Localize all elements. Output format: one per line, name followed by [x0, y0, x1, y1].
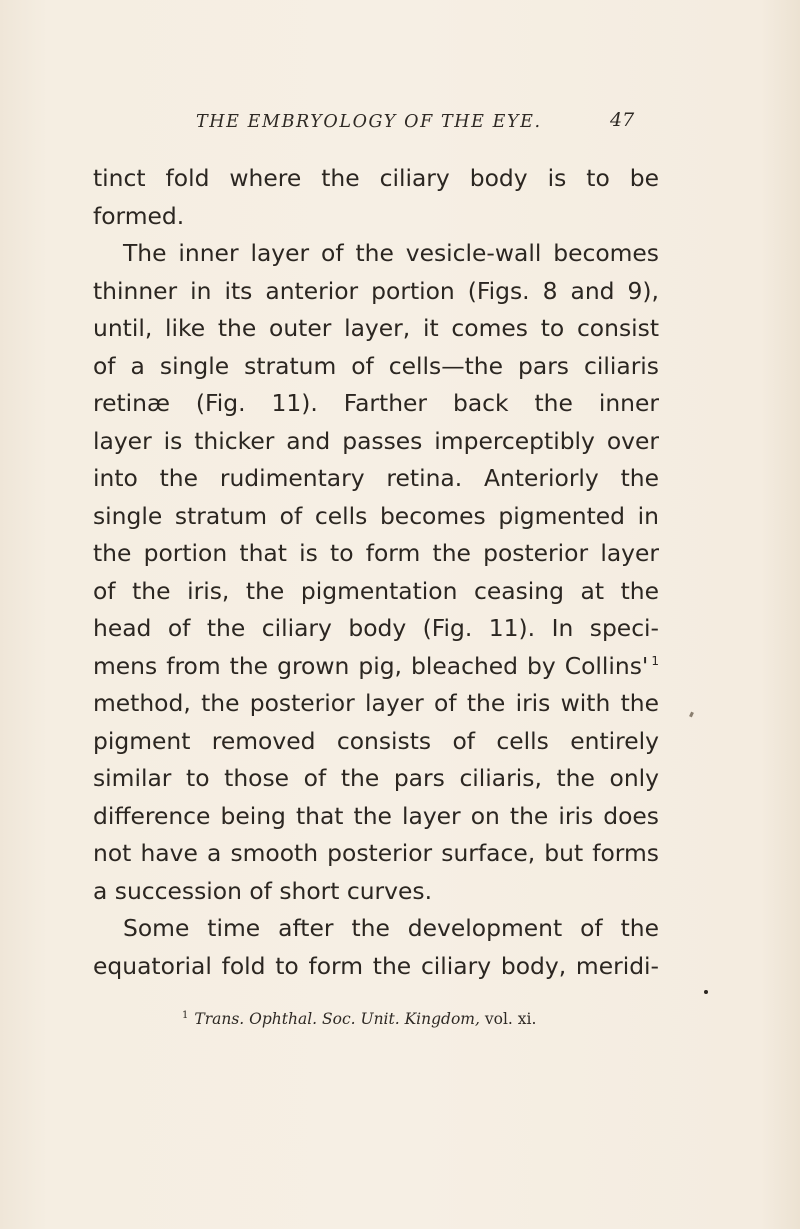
text-line: layer is thicker and passes imperceptibly over: [93, 426, 659, 455]
text-line: pigment removed consists of cells entirely: [93, 726, 659, 755]
text-line: retinæ (Fig. 11). Farther back the inner: [93, 389, 659, 417]
page-number: 47: [610, 109, 635, 131]
running-head: THE EMBRYOLOGY OF THE EYE.: [196, 112, 542, 132]
text-line: formed.: [93, 201, 185, 230]
text-line: difference being that the layer on the iris does: [93, 801, 659, 830]
text-line: of the iris, the pigmentation ceasing at the: [93, 576, 659, 605]
text-line: The inner layer of the vesicle-wall becomes: [123, 239, 659, 267]
ink-speck: [704, 990, 708, 994]
footnote-title: Trans. Ophthal. Soc. Unit. Kingdom,: [194, 1010, 480, 1028]
text-line: until, like the outer layer, it comes to consist: [93, 314, 659, 342]
footnote-volume: vol. xi.: [484, 1010, 537, 1028]
footnote: [182, 1010, 536, 1028]
ink-mark: [689, 712, 694, 718]
text-line: [93, 648, 659, 686]
footnote-marker: 1: [182, 1010, 189, 1021]
text-line: tinct fold where the ciliary body is to be: [93, 164, 659, 192]
text-line: single stratum of cells becomes pigmented in: [93, 501, 659, 530]
text-line: similar to those of the pars ciliaris, the only: [93, 764, 659, 792]
text-line: not have a smooth posterior surface, but forms: [93, 839, 659, 867]
text-line: equatorial fold to form the ciliary body, meridi-: [93, 951, 659, 980]
body-text: [93, 160, 659, 985]
text-line: into the rudimentary retina. Anteriorly the: [93, 464, 659, 492]
footnote-reference: 1: [651, 653, 659, 668]
text-line: head of the ciliary body (Fig. 11). In speci-: [93, 614, 659, 642]
text-line-content: mens from the grown pig, bleached by Collins': [93, 651, 649, 680]
text-line: a succession of short curves.: [93, 876, 433, 905]
text-line: thinner in its anterior portion (Figs. 8 and 9),: [93, 276, 659, 305]
text-line: of a single stratum of cells—the pars ciliaris: [93, 351, 659, 380]
text-line: method, the posterior layer of the iris with the: [93, 689, 659, 717]
text-line: Some time after the development of the: [123, 914, 659, 942]
text-line: the portion that is to form the posterior layer: [93, 539, 659, 567]
